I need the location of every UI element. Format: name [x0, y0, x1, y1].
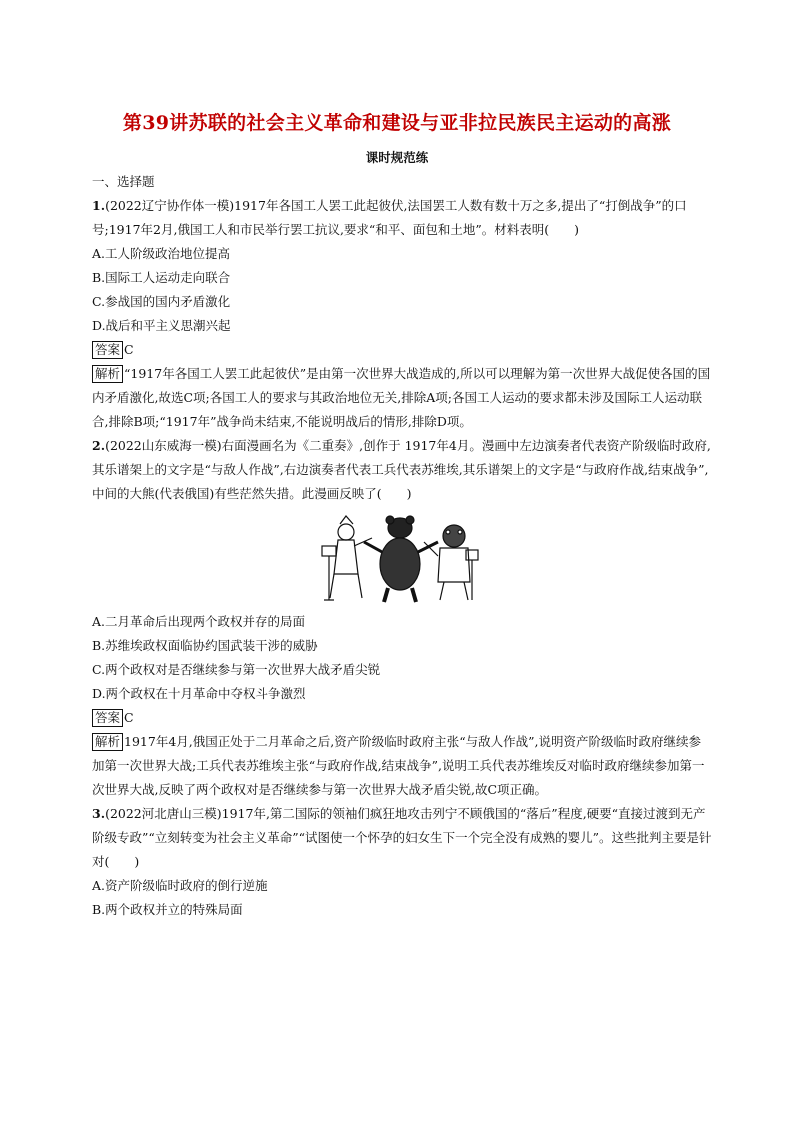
page-title: 第39讲苏联的社会主义革命和建设与亚非拉民族民主运动的高涨 [122, 112, 672, 134]
question-stem: (2022河北唐山三模)1917年,第二国际的领袖们疯狂地攻击列宁不顾俄国的“落后”程度,硬要“直接过渡到无产阶级专政”“立刻转变为社会主义革命”“试图使一个怀孕的妇女生下一个完全没有成熟的婴儿”。这些批判主要是针对( ) [92, 806, 712, 869]
option-c: C.参战国的国内矛盾激化 [92, 294, 231, 309]
analysis-text: 1917年4月,俄国正处于二月革命之后,资产阶级临时政府主张“与敌人作战”,说明资产阶级临时政府继续参加第一次世界大战;工兵代表苏维埃主张“与政府作战,结束战争”,说明工兵代表苏维埃反对临时政府继续参加第一次世界大战,反映了两个政权对是否继续参与第一次世界大战矛盾尖锐,故C项正确。 [92, 734, 705, 797]
option-a: A.资产阶级临时政府的倒行逆施 [92, 878, 268, 893]
analysis-tag: 解析 [92, 365, 123, 383]
answer-tag: 答案 [92, 341, 123, 359]
question-number: 1. [92, 198, 106, 213]
option-a: A.二月革命后出现两个政权并存的局面 [92, 614, 306, 629]
question-number: 2. [92, 438, 106, 453]
analysis-text: “1917年各国工人罢工此起彼伏”是由第一次世界大战造成的,所以可以理解为第一次世界大战促使各国的国内矛盾激化,故选C项;各国工人的要求与其政治地位无关,排除A项;各国工人运动的要求都未涉及国际工人运动联合,排除B项;“1917年”战争尚未结束,不能说明战后的情形,排除D项。 [92, 366, 711, 429]
option-a: A.工人阶级政治地位提高 [92, 246, 231, 261]
answer-value: C [124, 710, 134, 725]
content [92, 170, 712, 922]
option-b: B.两个政权并立的特殊局面 [92, 902, 243, 917]
analysis-tag: 解析 [92, 733, 123, 751]
analysis-block [92, 730, 712, 802]
question-1 [92, 194, 712, 242]
option-d: D.战后和平主义思潮兴起 [92, 318, 231, 333]
question-stem: (2022山东威海一模)右面漫画名为《二重奏》,创作于 1917年4月。漫画中左边演奏者代表资产阶级临时政府,其乐谱架上的文字是“与敌人作战”,右边演奏者代表工兵代表苏维埃,其乐谱架上的文字是“与政府作战,结束战争”,中间的大熊(代表俄国)有些茫然失措。此漫画反映了( ) [92, 438, 711, 501]
answer-value: C [124, 342, 134, 357]
question-3 [92, 802, 712, 874]
page-subtitle: 课时规范练 [365, 150, 429, 165]
duet-cartoon-image [320, 512, 480, 604]
option-b: B.国际工人运动走向联合 [92, 270, 231, 285]
answer-line [92, 706, 712, 730]
answer-tag: 答案 [92, 709, 123, 727]
answer-line [92, 338, 712, 362]
option-b: B.苏维埃政权面临协约国武装干涉的威胁 [92, 638, 318, 653]
option-d: D.两个政权在十月革命中夺权斗争激烈 [92, 686, 306, 701]
question-number: 3. [92, 806, 106, 821]
question-stem: (2022辽宁协作体一模)1917年各国工人罢工此起彼伏,法国罢工人数有数十万之多,提出了“打倒战争”的口号;1917年2月,俄国工人和市民举行罢工抗议,要求“和平、面包和土地”。材料表明( ) [92, 198, 687, 237]
analysis-block [92, 362, 712, 434]
option-c: C.两个政权对是否继续参与第一次世界大战矛盾尖锐 [92, 662, 381, 677]
question-2 [92, 434, 712, 506]
section-heading: 一、选择题 [92, 174, 155, 189]
